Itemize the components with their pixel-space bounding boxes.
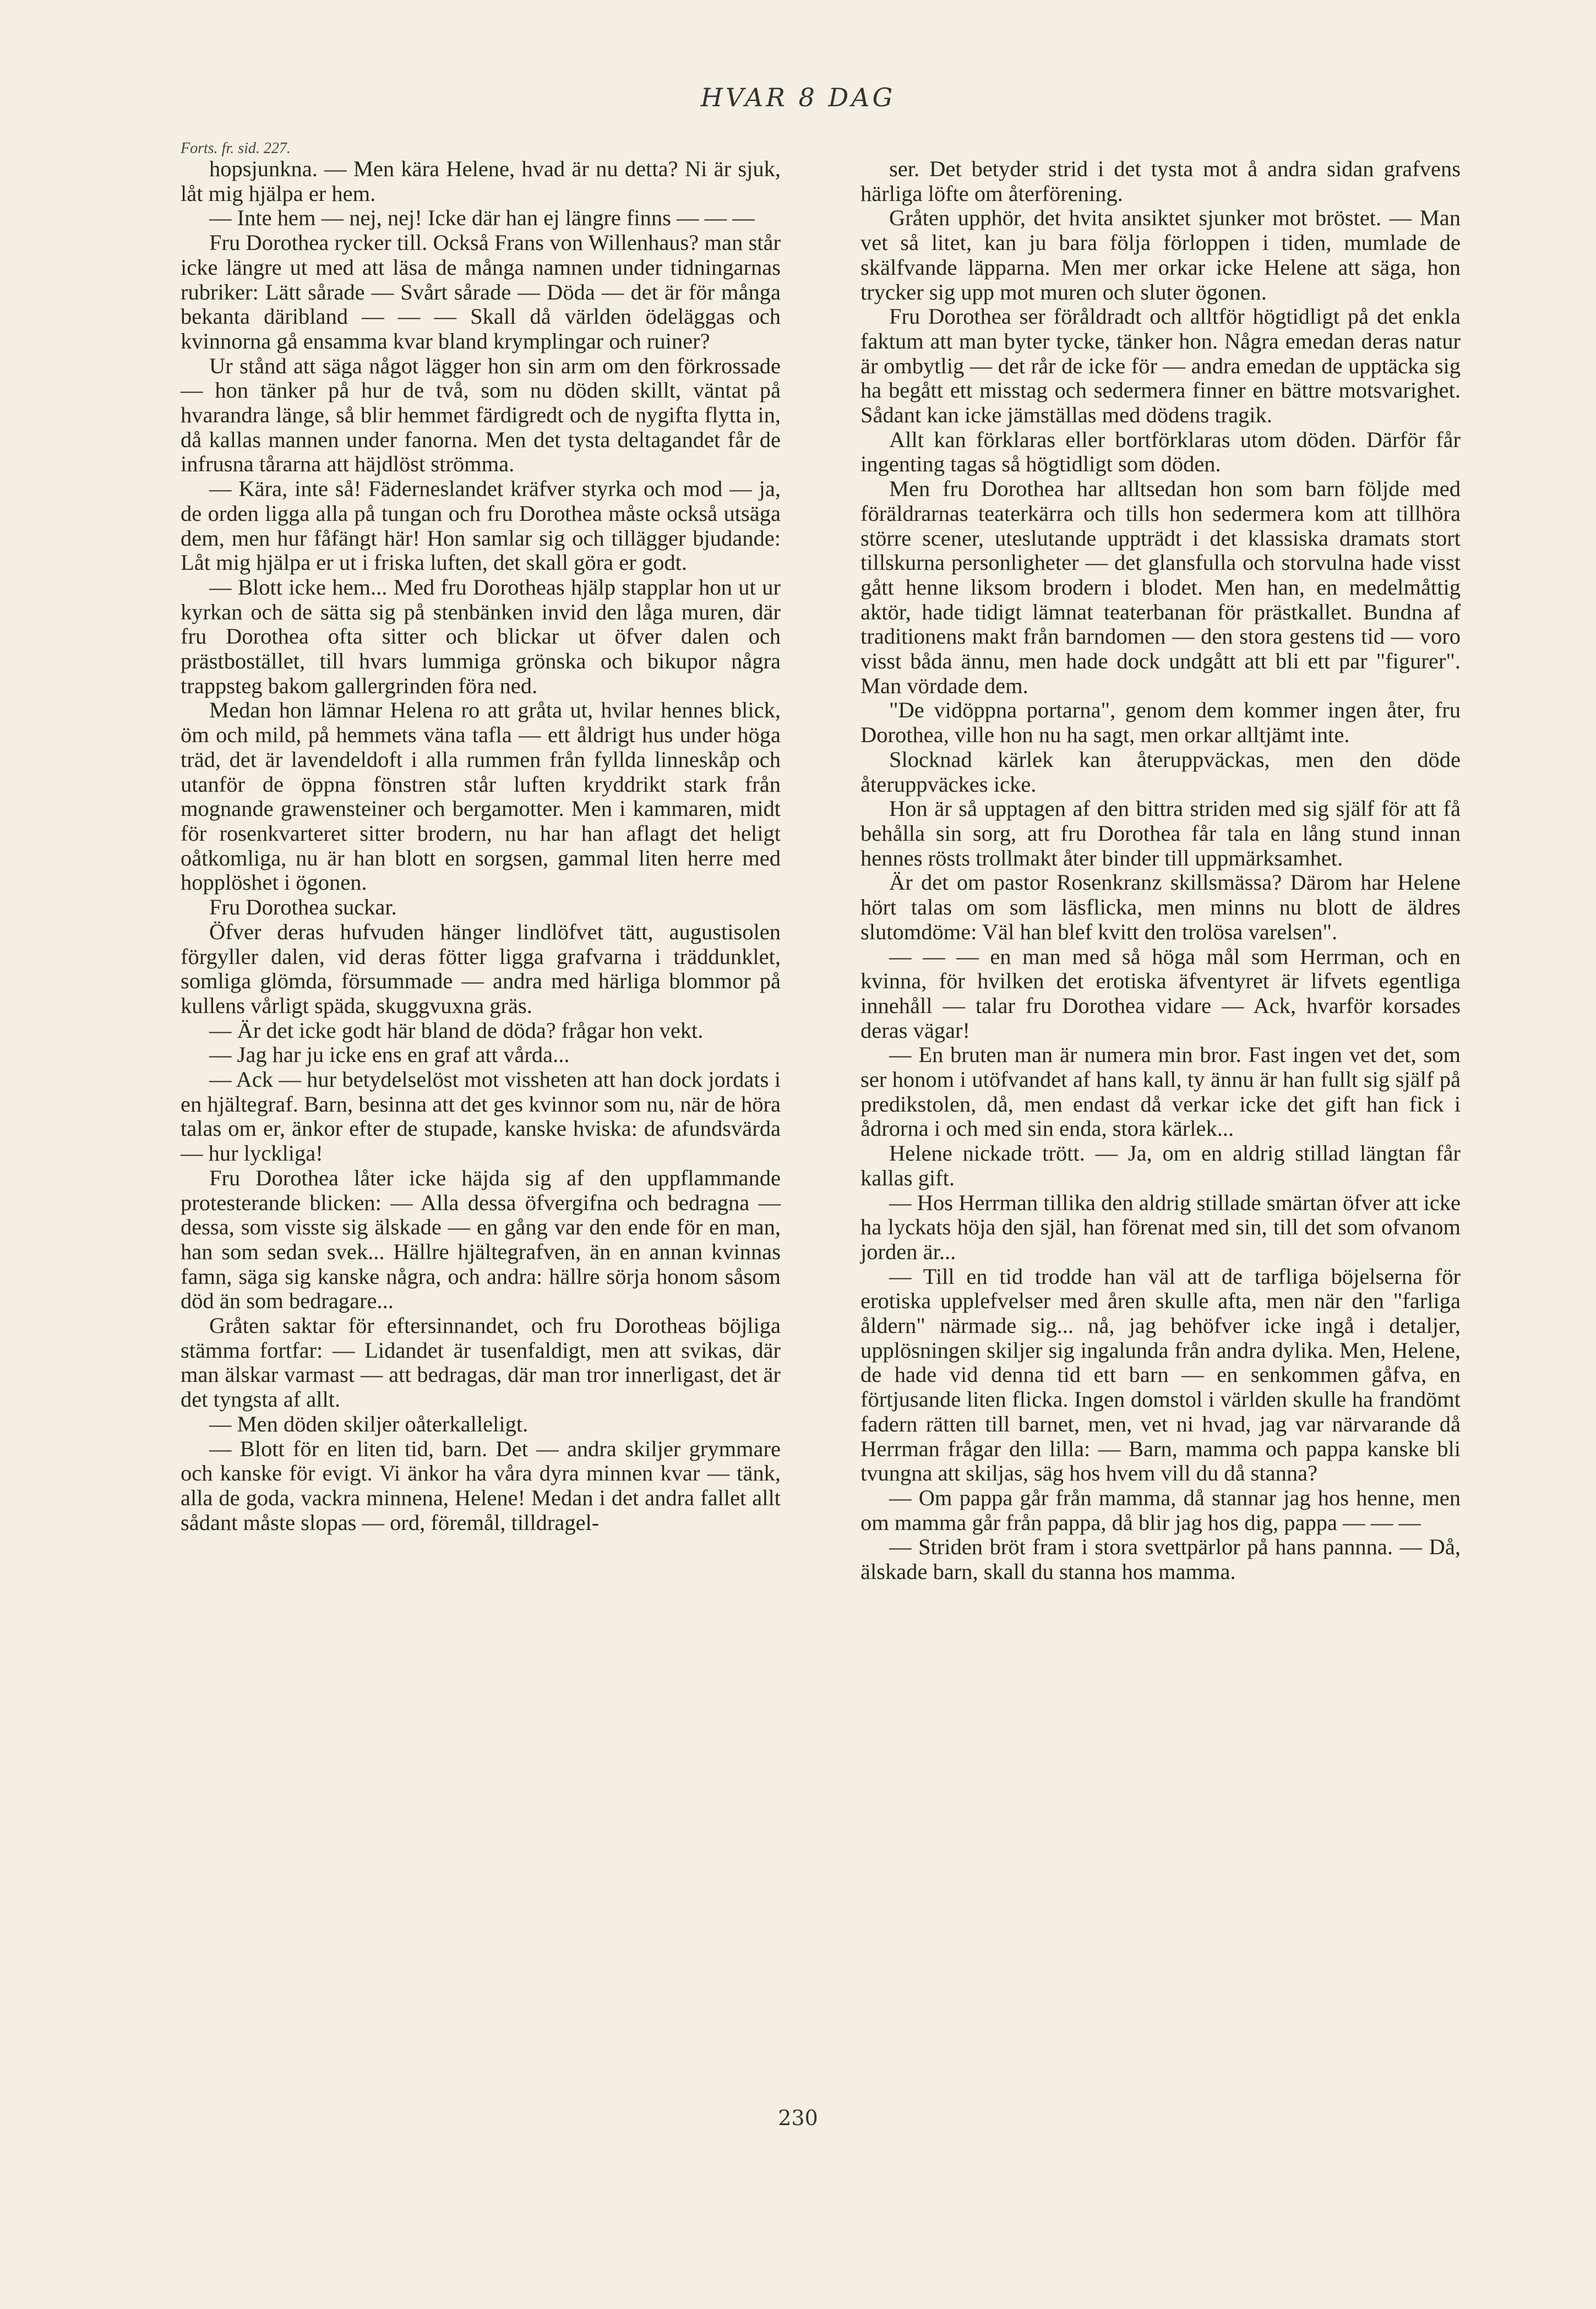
paragraph: Gråten upphör, det hvita ansiktet sjunker mot bröstet. — Man vet så litet, kan ju bara följa förloppen i tiden, mumlade de skälfvande läpparna. Men mer orkar icke Helene att säga, hon trycker sig upp mot muren och sluter ögonen.: [860, 205, 1461, 304]
paragraph: — — — en man med så höga mål som Herrman, och en kvinna, för hvilken det erotiska äfventyret är lifvets egentliga innehåll — talar fru Dorothea vidare — Ack, hvarför korsades deras vägar!: [860, 944, 1461, 1043]
left-paragraphs: [181, 157, 781, 1535]
continuation-note: Forts. fr. sid. 227.: [181, 140, 291, 157]
right-paragraphs: [860, 157, 1461, 1584]
paragraph: Fru Dorothea låter icke häjda sig af den uppflammande protesterande blicken: — Alla dessa öfvergifna och bedragna — dessa, som visste sig älskade — en gång var den ende för en man, han som sedan svek... Hällre hjältegrafven, än en annan kvinnas famn, säga sig kanske några, och andra: hällre sörja honom såsom död än som bedragare...: [181, 1165, 781, 1314]
paragraph: — Är det icke godt här bland de döda? frågar hon vekt.: [209, 1017, 704, 1043]
paragraph: Fru Dorothea ser föråldradt och alltför högtidligt på det enkla faktum att man byter tycke, tänker hon. Några emedan deras natur är ombytlig — det rår de icke för — andra emedan de upptäcka sig ha begått ett misstag och sedermera finner en bättre motsvarighet. Sådant kan icke jämställas med dödens tragik.: [860, 304, 1461, 428]
paragraph: Ur stånd att säga något lägger hon sin arm om den förkrossade — hon tänker på hur de två, som nu döden skillt, väntat på hvarandra länge, så blir hemmet färdigredt och de nygifta flytta in, då kallas mannen under fanorna. Men det tysta deltagandet får de infrusna tårarna att häjdlöst strömma.: [181, 353, 781, 477]
paragraph: — Kära, inte så! Fäderneslandet kräfver styrka och mod — ja, de orden ligga alla på tungan och fru Dorothea måste också utsäga dem, men hur fåfängt här! Hon samlar sig och tillägger bjudande: Låt mig hjälpa er ut i friska luften, det skall göra er godt.: [181, 476, 781, 575]
paragraph: Öfver deras hufvuden hänger lindlöfvet tätt, augustisolen förgyller dalen, vid deras fötter ligga grafvarna i träddunklet, somliga glömda, försummade — andra med härliga blommor på kullens vårligt spädа, skuggvuxna gräs.: [181, 919, 781, 1018]
paragraph: Är det om pastor Rosenkranz skillsmässa? Därom har Helene hört talas om som läsflicka, men minns nu blott de äldres slutomdöme: Väl han blef kvitt den trolösa varelsen".: [860, 870, 1461, 944]
paragraph: Gråten saktar för eftersinnandet, och fru Dorotheas böjliga stämma fortfar: — Lidandet är tusenfaldigt, men att svikas, där man älskar varmast — att bedragas, där man tror innerligast, det är det tyngsta af allt.: [181, 1313, 781, 1412]
page-number: 230: [778, 2106, 818, 2130]
paragraph: Helene nickade trött. — Ja, om en aldrig stillad längtan får kallas gift.: [860, 1141, 1461, 1190]
paragraph: — Inte hem — nej, nej! Icke där han ej längre finns — — —: [209, 205, 755, 231]
left-column: [181, 140, 781, 1535]
paragraph: — Hos Herrman tillika den aldrig stillade smärtan öfver att icke ha lyckats höja den själ, han förenat med sin, till det som ofvanom jorden är...: [860, 1190, 1461, 1264]
paragraph: — Jag har ju icke ens en graf att vårda...: [209, 1042, 570, 1068]
paragraph: — Blott icke hem... Med fru Dorotheas hjälp stapplar hon ut ur kyrkan och de sätta sig på stenbänken invid den låga muren, där fru Dorothea ofta sitter och blickar ut öfver dalen och prästbostället, till hvars lummiga grönska och bikupor några trappsteg bakom gallergrinden föra ned.: [181, 574, 781, 698]
paragraph: "De vidöppna portarna", genom dem kommer ingen åter, fru Dorothea, ville hon nu ha sagt, men orkar alltjämt inte.: [860, 698, 1461, 748]
paragraph: — Striden bröt fram i stora svettpärlor på hans pannna. — Då, älskade barn, skall du stanna hos mamma.: [860, 1534, 1461, 1584]
paragraph: Medan hon lämnar Helena ro att gråta ut, hvilar hennes blick, öm och mild, på hemmets väna tafla — ett åldrigt hus under höga träd, det är lavendeldoft i alla rummen från fyllda linneskåp och utanför de öppna fönstren står luften kryddrikt stark från mognande grawensteiner och bergamotter. Men i kammaren, midt för rosenkvarteret sitter brodern, nu har han aflagt det heligt oåtkomliga, nu är han blott en sorgsen, gammal liten herre med hopplöshet i ögonen.: [181, 698, 781, 895]
paragraph: ser. Det betyder strid i det tysta mot å andra sidan grafvens härliga löfte om återförening.: [860, 156, 1461, 206]
paragraph: — Ack — hur betydelselöst mot vissheten att han dock jordats i en hjältegraf. Barn, besinna att det ges kvinnor som nu, när de höra talas om er, änkor efter de stupade, kanske hviska: de afundsvärda — hur lyckliga!: [181, 1067, 781, 1166]
paragraph: — Om pappa går från mamma, då stannar jag hos henne, men om mamma går från pappa, då blir jag hos dig, pappa — — —: [860, 1485, 1461, 1535]
paragraph: Men fru Dorothea har alltsedan hon som barn följde med föräldrarnas teaterkärra och tills hon sedermera kom att tillhöra större scener, uteslutande uppträdt i det klassiska dramats stort tillskurna personligheter — det glansfulla och storvulna hade visst gått henne liksom brodern i blodet. Men han, en medelmåttig aktör, hade tidigt lämnat teaterbanan för prästkallet. Bundna af traditionens makt från barndomen — den stora gestens tid — voro visst båda ännu, men hade dock undgått att bli ett par "figurer". Man vördade dem.: [860, 476, 1461, 698]
paragraph: Fru Dorothea rycker till. Också Frans von Willenhaus? man står icke längre ut med att läsa de många namnen under tidningarnas rubriker: Lätt sårade — Svårt sårade — Döda — det är för många bekanta däribland — — — Skall då världen ödeläggas och kvinnorna gå ensamma kvar bland krymplingar och ruiner?: [181, 230, 781, 353]
paragraph: — Men döden skiljer oåterkalleligt.: [209, 1411, 529, 1436]
right-column: [860, 157, 1461, 1584]
paragraph: Fru Dorothea suckar.: [209, 895, 397, 920]
paragraph: Allt kan förklaras eller bortförklaras utom döden. Därför får ingenting tagas så högtidligt som döden.: [860, 427, 1461, 477]
paragraph: — Blott för en liten tid, barn. Det — andra skiljer grymmare och kanske för evigt. Vi änkor ha våra dyra minnen kvar — tänk, alla de goda, vackra minnena, Helene! Medan i det andra fallet allt sådant måste slopas — ord, föremål, tilldragel-: [181, 1436, 781, 1535]
paragraph: — En bruten man är numera min bror. Fast ingen vet det, som ser honom i utöfvandet af hans kall, ty ännu är han fullt sig själf på predikstolen, då, men endast då verkar icke det gift han fick i ådrorna i och med sin enda, stora kärlek...: [860, 1042, 1461, 1141]
running-header: HVAR 8 DAG: [700, 83, 896, 112]
paragraph: Hon är så upptagen af den bittra striden med sig själf för att få behålla sin sorg, att fru Dorothea får tala en lång stund innan hennes rösts trollmakt åter binder till uppmärksamhet.: [860, 796, 1461, 870]
paragraph: Slocknad kärlek kan återuppväckas, men den döde återuppväckes icke.: [860, 747, 1461, 797]
paragraph: — Till en tid trodde han väl att de tarfliga böjelserna för erotiska upplefvelser med åren skulle afta, men när den "farliga åldern" närmade sig... nå, jag behöfver icke ingå i detaljer, upplösningen skiljer sig ingalunda från andra dylika. Men, Helene, de hade vid denna tid ett barn — en senkommen gåfva, en förtjusande liten flicka. Ingen domstol i världen skulle ha frandömt fadern rätten till barnet, men, vet ni hvad, jag var närvarande då Herrman frågar den lilla: — Barn, mamma och pappa kanske bli tvungna att skiljas, säg hos hvem vill du då stanna?: [860, 1264, 1461, 1486]
paragraph: hopsjunkna. — Men kära Helene, hvad är nu detta? Ni är sjuk, låt mig hjälpa er hem.: [181, 156, 781, 206]
